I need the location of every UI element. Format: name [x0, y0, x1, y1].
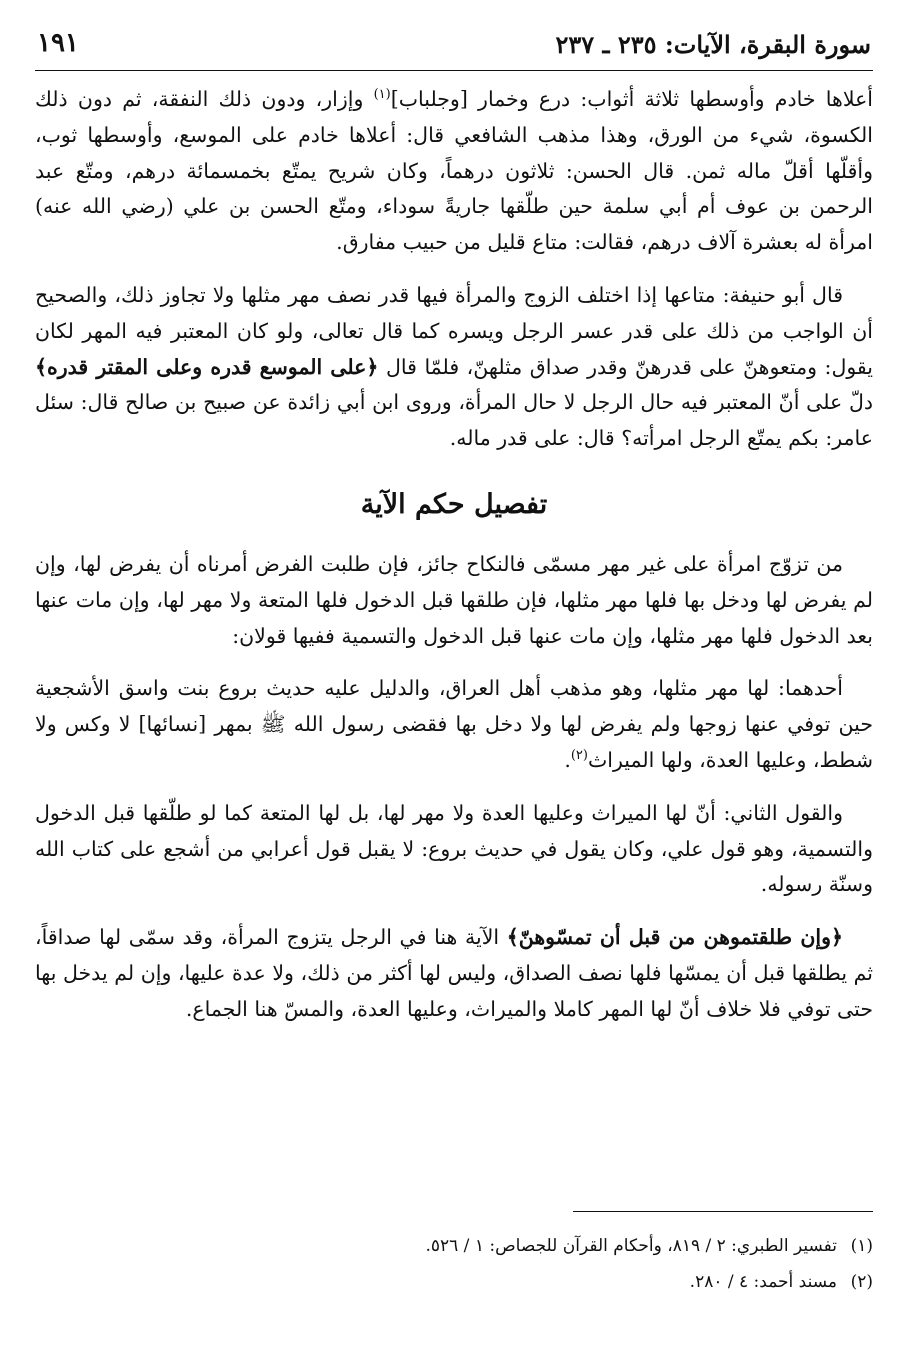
footnote-1	[35, 1228, 873, 1264]
section-title: تفصيل حكم الآية	[360, 488, 548, 520]
footnote-text: تفسير الطبري: ٢ / ٨١٩، وأحكام القرآن للجصاص: ١ / ٥٢٦.	[425, 1236, 837, 1256]
footnote-2	[35, 1264, 873, 1300]
paragraph-text: وإزار، ودون ذلك النفقة، ثم دون ذلك الكسوة، شيء من الورق، وهذا مذهب الشافعي قال: أعلاها خادم على الموسع، وأوسطها ثوب، وأقلّها أقلّ ماله ثمن. قال الحسن: ثلاثون درهماً، وكان شريح يمتّع بخمسمائة درهم، ومتّع عبد الرحمن بن عوف أم أبي سلمة حين طلّقها جاريةً سوداء، ومتّع الحسن بن علي (رضي الله عنه) امرأة له بعشرة آلاف درهم، فقالت: متاع قليل من حبيب مفارق.	[35, 87, 873, 255]
paragraph-text: دلّ على أنّ المعتبر فيه حال الرجل لا حال المرأة، وروى ابن أبي زائدة عن صبيح بن صالح قال: سئل عامر: بكم يمتّع الرجل امرأته؟ قال: على قدر ماله.	[35, 390, 873, 451]
paragraph-6	[35, 920, 873, 1027]
quran-quote: ﴿وإن طلقتموهن من قبل أن تمسّوهنّ﴾	[506, 925, 843, 950]
footnote-ref-2: (٢)	[570, 748, 588, 764]
footnote-number: (٢)	[850, 1272, 873, 1292]
paragraph-text: قال أبو حنيفة: متاعها إذا اختلف الزوج والمرأة فيها قدر نصف مهر مثلها ولا تجاوز ذلك، والصحيح أن الواجب من ذلك على قدر عسر الرجل ويسره كما قال تعالى، ولو كان المعتبر فيه المهر لكان يقول: ومتعوهنّ على قدرهنّ وقدر صداق مثلهنّ، فلمّا قال	[35, 282, 874, 379]
paragraph-3: من تزوّج امرأة على غير مهر مسمّى فالنكاح جائز، فإن طلبت الفرض أمرناه أن يفرض لها، وإن لم يفرض لها ودخل بها فلها مهر مثلها، فإن طلقها قبل الدخول فلها المتعة ولا مهر لها، وإن مات عنها بعد الدخول فلها مهر مثلها، وإن مات عنها قبل الدخول والتسمية ففيها قولان:	[35, 551, 873, 648]
footnote-ref-1: (١)	[373, 87, 391, 103]
footnote-number: (١)	[850, 1236, 873, 1256]
quran-quote: ﴿على الموسع قدره وعلى المقتر قدره﴾	[35, 354, 379, 379]
main-text	[35, 82, 873, 1043]
paragraph-text: .	[564, 747, 571, 772]
paragraph-4	[35, 671, 873, 778]
footnote-text: مسند أحمد: ٤ / ٢٨٠.	[689, 1272, 837, 1292]
footnotes	[35, 1228, 873, 1300]
paragraph-text: الآية هنا في الرجل يتزوج المرأة، وقد سمّى لها صداقاً، ثم يطلقها قبل أن يمسّها فلها نصف الصداق، وليس لها أكثر من ذلك، ولا عدة عليها، وإن لم يدخل بها حتى توفي فلا خلاف أنّ لها المهر كاملا والميراث، وعليها العدة، والمسّ هنا الجماع.	[35, 925, 873, 1021]
paragraph-1	[35, 82, 873, 261]
page-number: ١٩١	[37, 28, 79, 58]
paragraph-5: والقول الثاني: أنّ لها الميراث وعليها العدة ولا مهر لها، بل لها المتعة كما لو طلّقها قبل الدخول والتسمية، وهو قول علي، وكان يقول في حديث بروع: لا يقبل قول أعرابي من أشجع على كتاب الله وسنّة رسوله.	[35, 800, 873, 897]
paragraph-text: أحدهما: لها مهر مثلها، وهو مذهب أهل العراق، والدليل عليه حديث بروع بنت واسق الأشجعية حين توفي عنها زوجها ولم يفرض لها ولا دخل بها فقضى رسول الله ﷺ بمهر [نسائها] لا وكس ولا شطط، وعليها العدة، ولها الميراث	[35, 676, 873, 772]
paragraph-2	[35, 278, 873, 457]
footnote-divider	[573, 1211, 873, 1212]
paragraph-text: أعلاها خادم وأوسطها ثلاثة أثواب: درع وخمار [وجلباب]	[390, 87, 873, 111]
page-header	[35, 26, 873, 71]
running-title: سورة البقرة، الآيات: ٢٣٥ ـ ٢٣٧	[555, 30, 871, 59]
